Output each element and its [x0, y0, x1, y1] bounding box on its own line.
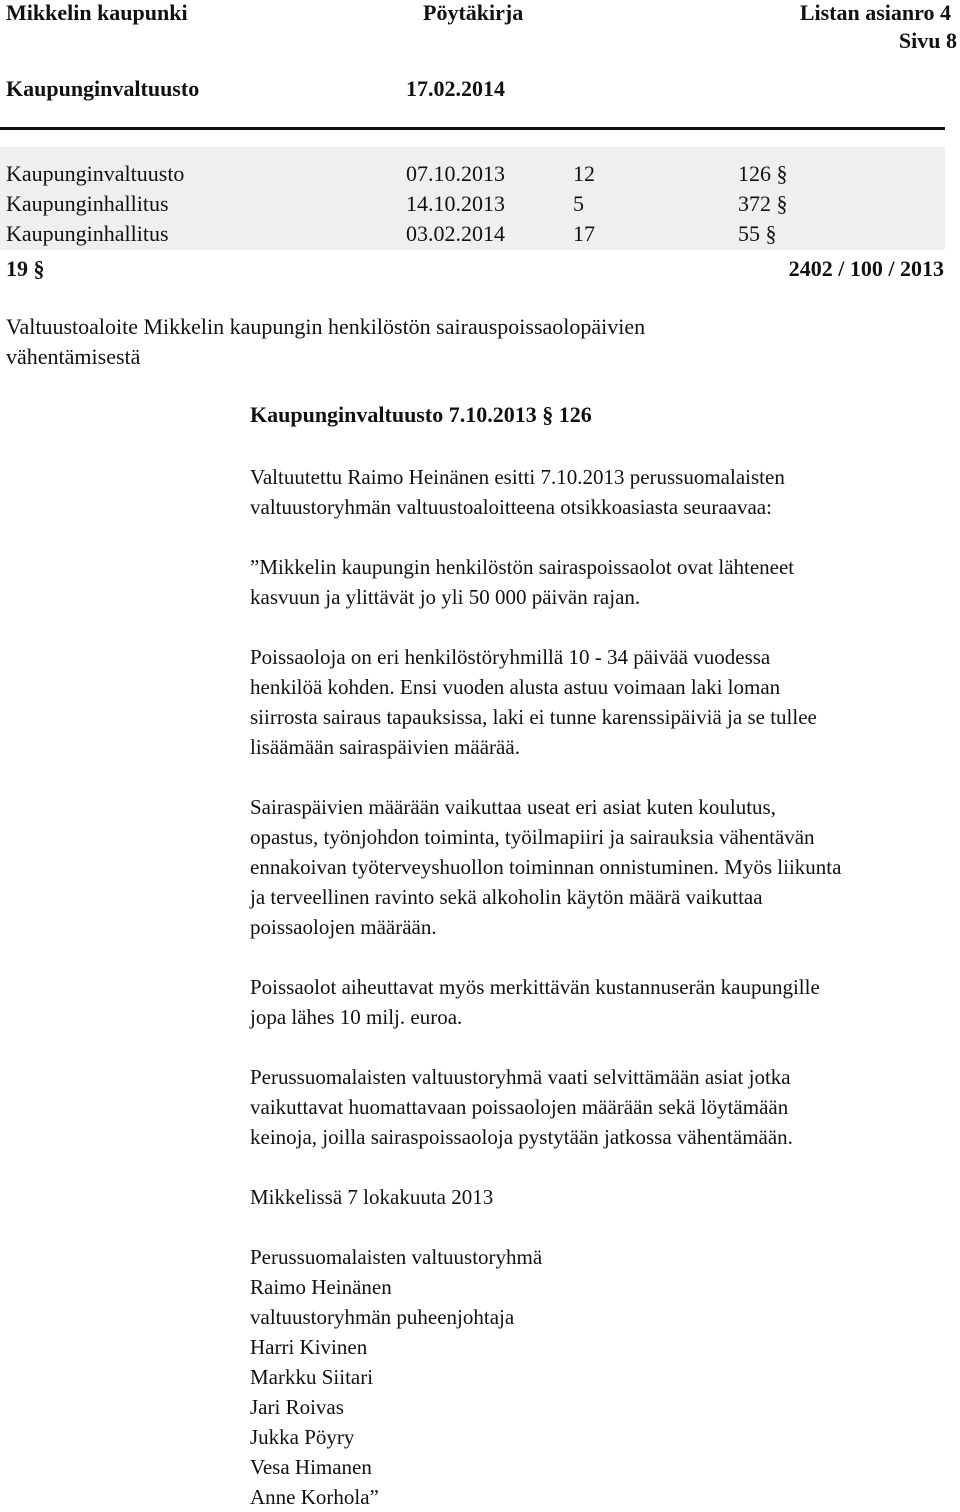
text-line: Poissaolot aiheuttavat myös merkittävän kustannuserän kaupungille — [250, 975, 820, 999]
text-line: opastus, työnjohdon toiminta, työilmapiiri ja sairauksia vähentävän — [250, 825, 815, 849]
text-line: kasvuun ja ylittävät jo yli 50 000 päivän rajan. — [250, 585, 641, 609]
text-line: keinoja, joilla sairaspoissaoloja pystytään jatkossa vähentämään. — [250, 1125, 793, 1149]
history-number: 5 — [573, 191, 584, 216]
history-body: Kaupunginhallitus — [6, 191, 169, 216]
text-line: Mikkelissä 7 lokakuuta 2013 — [250, 1185, 494, 1209]
document-type: Pöytäkirja — [423, 0, 524, 25]
history-row — [0, 221, 945, 251]
header-rule — [0, 127, 945, 130]
text-line: siirrosta sairaus tapauksissa, laki ei tunne karenssipäiviä ja se tullee — [250, 705, 817, 729]
text-line: Poissaoloja on eri henkilöstöryhmillä 10 - 34 päivää vuodessa — [250, 645, 771, 669]
history-date: 14.10.2013 — [406, 191, 505, 216]
item-title — [6, 312, 645, 372]
signature-line: Jukka Pöyry — [250, 1425, 355, 1449]
intro-paragraph — [250, 462, 950, 522]
quote-paragraph — [250, 972, 950, 1032]
signature-line: Raimo Heinänen — [250, 1275, 392, 1299]
org-name: Mikkelin kaupunki — [6, 0, 188, 25]
quote-paragraph — [250, 642, 950, 762]
history-row — [0, 191, 945, 221]
quote-paragraph — [250, 552, 950, 612]
history-paragraph: 372 § — [738, 191, 788, 216]
meeting-date: 17.02.2014 — [406, 76, 505, 101]
text-line: lisäämään sairaspäivien määrää. — [250, 735, 520, 759]
history-body: Kaupunginhallitus — [6, 221, 169, 246]
signature-line: Markku Siitari — [250, 1365, 374, 1389]
signature-line: Harri Kivinen — [250, 1335, 368, 1359]
text-line: Sairaspäivien määrään vaikuttaa useat eri asiat kuten koulutus, — [250, 795, 776, 819]
history-row — [0, 161, 945, 191]
item-title-line: vähentämisestä — [6, 344, 141, 369]
signature-line: Anne Korhola” — [250, 1485, 379, 1509]
text-line: poissaolojen määrään. — [250, 915, 437, 939]
history-table — [0, 147, 945, 250]
history-paragraph: 55 § — [738, 221, 777, 246]
meeting-body: Kaupunginvaltuusto — [6, 76, 200, 101]
text-line: valtuustoryhmän valtuustoaloitteena otsikkoasiasta seuraavaa: — [250, 495, 772, 519]
history-number: 12 — [573, 161, 595, 186]
history-date: 03.02.2014 — [406, 221, 505, 246]
signature-line: Jari Roivas — [250, 1395, 344, 1419]
history-number: 17 — [573, 221, 595, 246]
list-item-number: Listan asianro 4 — [799, 0, 951, 25]
history-body: Kaupunginvaltuusto — [6, 161, 185, 186]
text-line: ”Mikkelin kaupungin henkilöstön sairaspoissaolot ovat lähteneet — [250, 555, 795, 579]
place-date-line — [250, 1182, 950, 1212]
history-date: 07.10.2013 — [406, 161, 505, 186]
text-line: Perussuomalaisten valtuustoryhmä vaati selvittämään asiat jotka — [250, 1065, 791, 1089]
text-line: Valtuutettu Raimo Heinänen esitti 7.10.2013 perussuomalaisten — [250, 465, 785, 489]
signature-block — [250, 1242, 950, 1512]
text-line: henkilöä kohden. Ensi vuoden alusta astuu voimaan laki loman — [250, 675, 781, 699]
item-section-number: 19 § — [6, 256, 45, 281]
text-line: vaikuttavat huomattavaan poissaolojen määrään sekä löytämään — [250, 1095, 789, 1119]
signature-line: Perussuomalaisten valtuustoryhmä — [250, 1245, 543, 1269]
subheading: Kaupunginvaltuusto 7.10.2013 § 126 — [250, 402, 592, 427]
item-title-line: Valtuustoaloite Mikkelin kaupungin henkilöstön sairauspoissaolopäivien — [6, 314, 646, 339]
text-line: jopa lähes 10 milj. euroa. — [250, 1005, 463, 1029]
text-line: ja terveellinen ravinto sekä alkoholin käytön määrä vaikuttaa — [250, 885, 763, 909]
page-number: Sivu 8 — [898, 28, 957, 53]
signature-line: valtuustoryhmän puheenjohtaja — [250, 1305, 515, 1329]
item-reference: 2402 / 100 / 2013 — [788, 256, 944, 281]
quote-paragraph — [250, 792, 950, 942]
history-paragraph: 126 § — [738, 161, 788, 186]
text-line: ennakoivan työterveyshuollon toiminnan onnistuminen. Myös liikunta — [250, 855, 842, 879]
quote-paragraph — [250, 1062, 950, 1152]
signature-line: Vesa Himanen — [250, 1455, 372, 1479]
